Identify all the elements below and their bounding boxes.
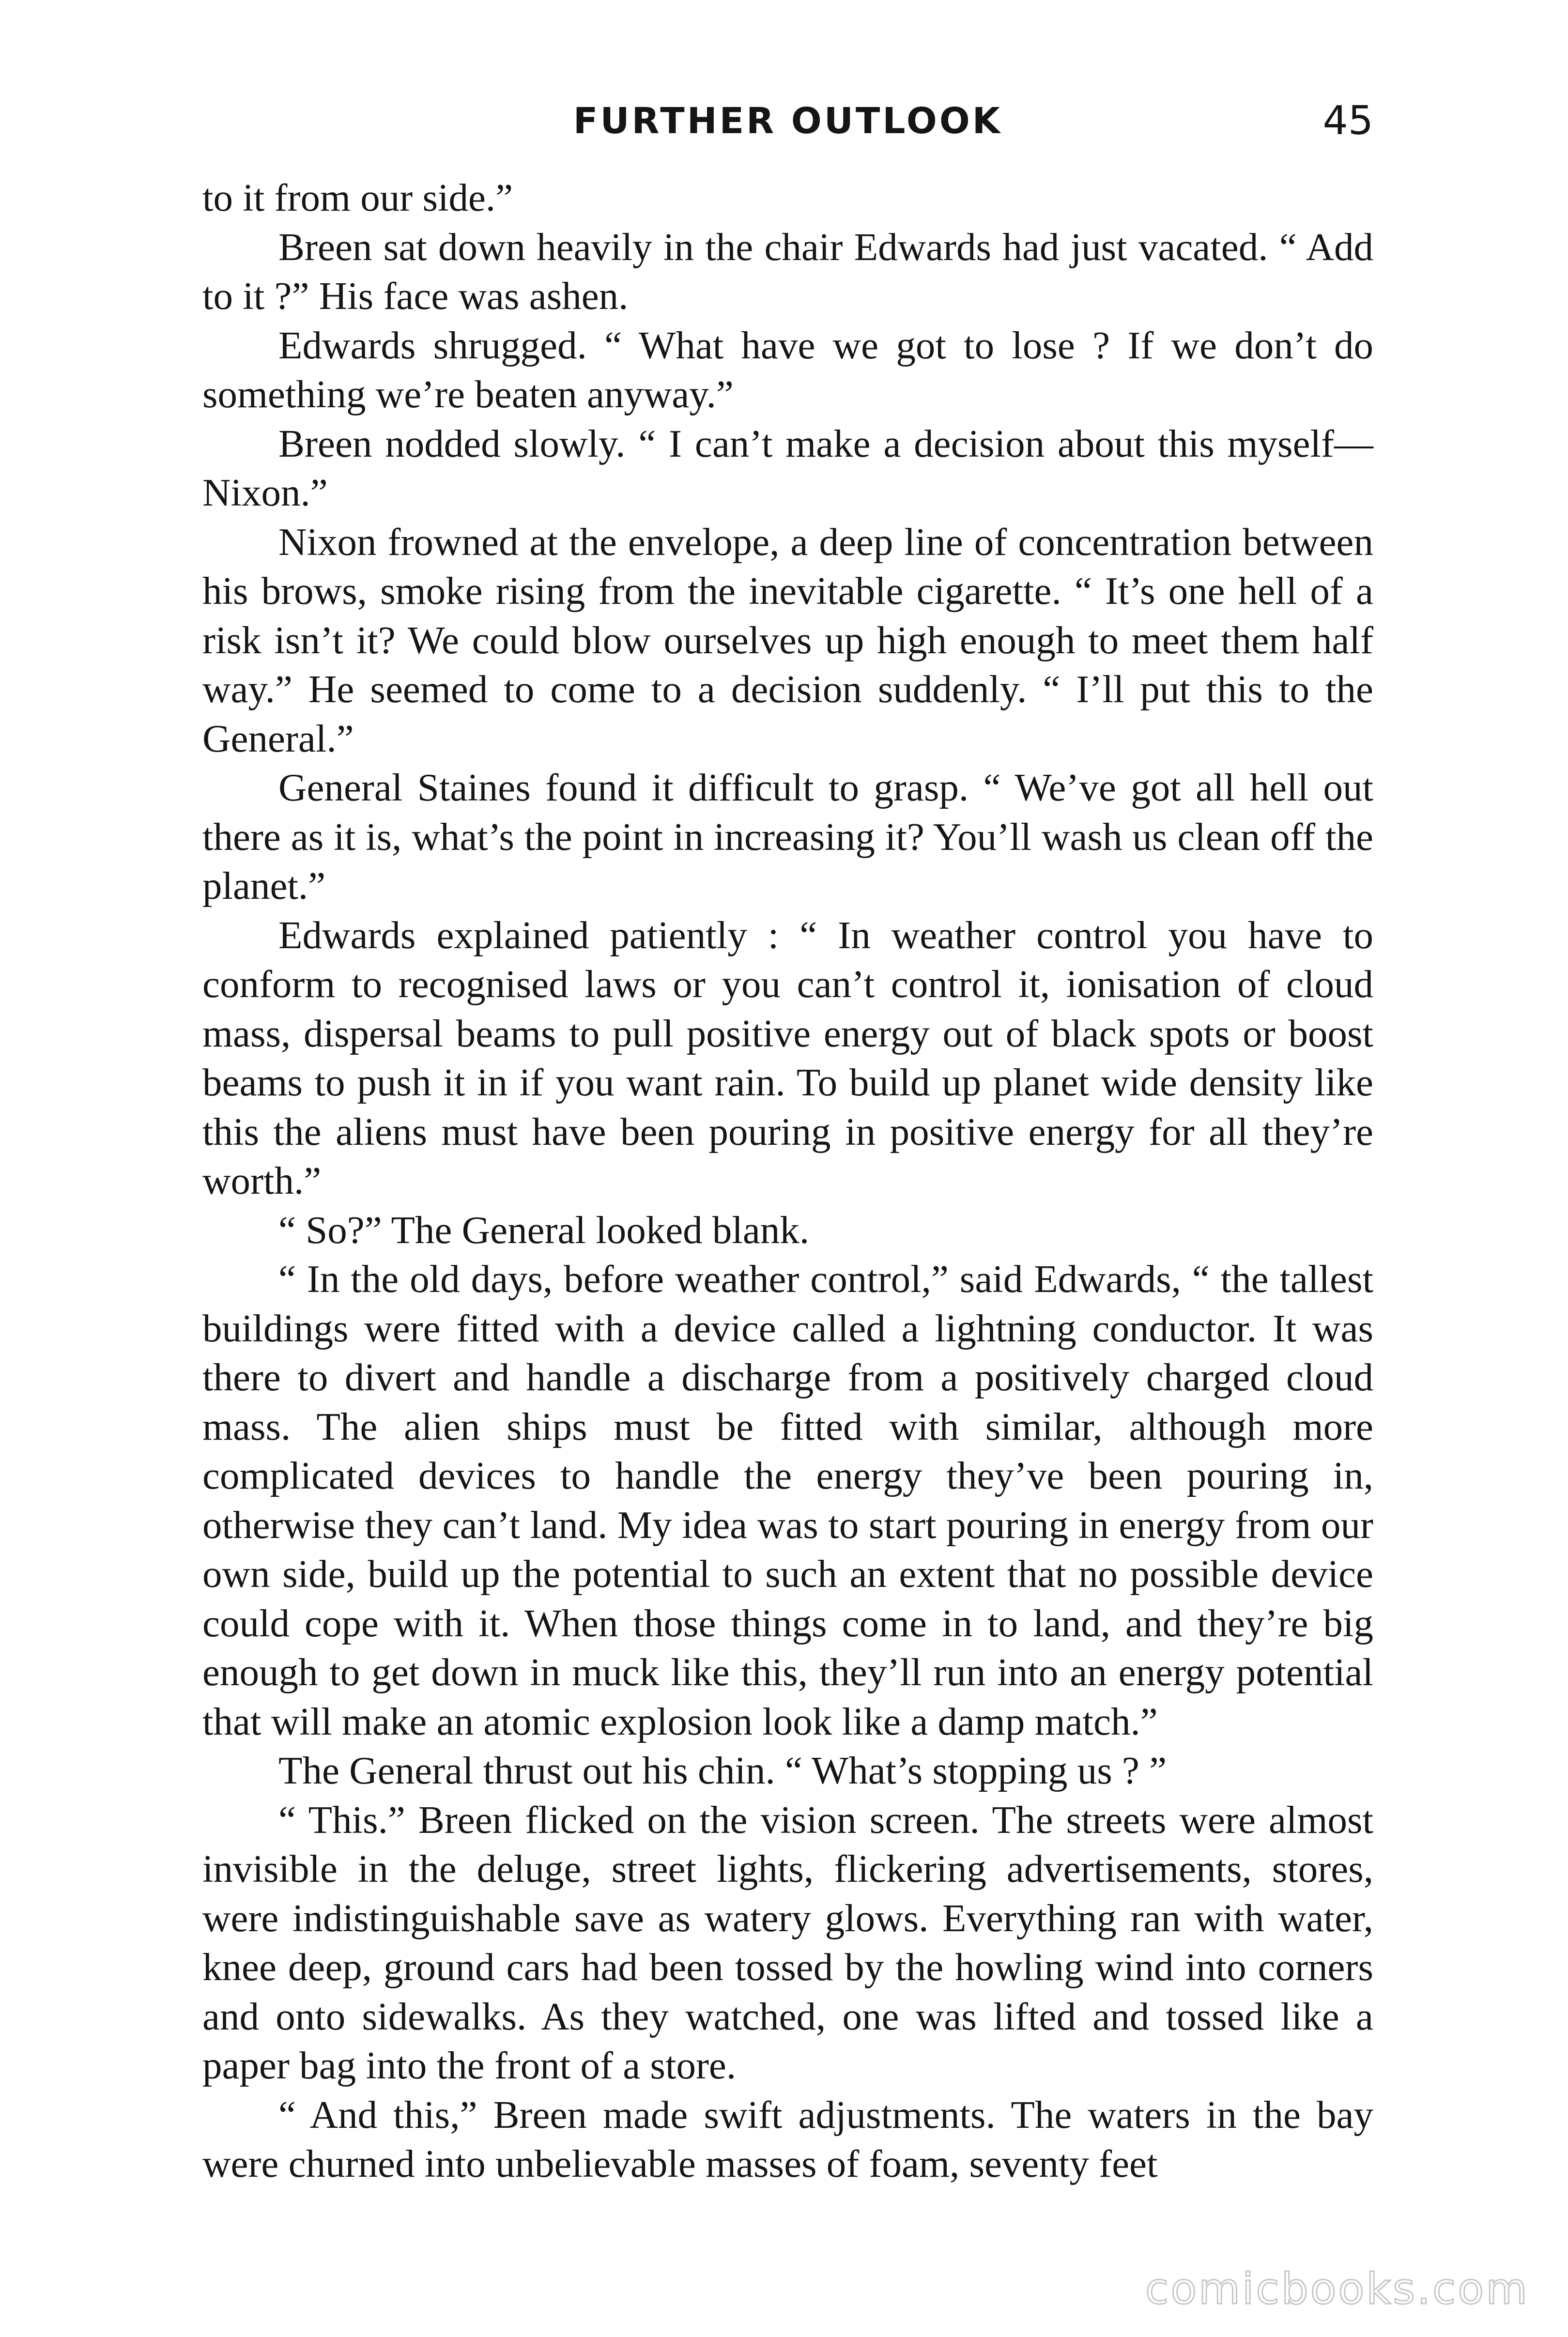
body-text bbox=[202, 173, 1373, 2189]
page-number: 45 bbox=[1322, 98, 1373, 144]
paragraph: Edwards shrugged. “ What have we got to lose ? If we don’t do something we’re beaten anyway.” bbox=[202, 323, 1373, 416]
paragraph: General Staines found it difficult to grasp. “ We’ve got all hell out there as it is, what’s the point in increasing it? You’ll wash us clean off the planet.” bbox=[202, 766, 1373, 907]
paragraph: Breen nodded slowly. “ I can’t make a decision about this myself—Nixon.” bbox=[202, 421, 1373, 514]
paragraph: to it from our side.” bbox=[202, 176, 513, 219]
running-title: FURTHER OUTLOOK bbox=[573, 100, 1003, 142]
paragraph: Edwards explained patiently : “ In weather control you have to conform to recognised laws or you can’t control it, ionisation of cloud mass, dispersal beams to pull positive energy out of black spots or boost beams to push it in if you want rain. To build up planet wide density like this the aliens must have been pouring in positive energy for all they’re worth.” bbox=[202, 913, 1373, 1202]
page-header bbox=[202, 92, 1373, 160]
watermark: comicbooks.com bbox=[1145, 2264, 1529, 2314]
paragraph: “ So?” The General looked blank. bbox=[278, 1208, 810, 1252]
paragraph: Breen sat down heavily in the chair Edwards had just vacated. “ Add to it ?” His face was ashen. bbox=[202, 225, 1373, 318]
paragraph: “ And this,” Breen made swift adjustments. The waters in the bay were churned into unbelievable masses of foam, seventy feet bbox=[202, 2092, 1373, 2185]
paragraph: Nixon frowned at the envelope, a deep line of concentration between his brows, smoke rising from the inevitable cigarette. “ It’s one hell of a risk isn’t it? We could blow ourselves up high enough to meet them half way.” He seemed to come to a decision suddenly. “ I’ll put this to the General.” bbox=[202, 520, 1373, 760]
paragraph: The General thrust out his chin. “ What’s stopping us ? ” bbox=[278, 1749, 1167, 1792]
paragraph: “ This.” Breen flicked on the vision screen. The streets were almost invisible in the deluge, street lights, flickering advertisements, stores, were indistinguishable save as watery glows. Everything ran with water, knee deep, ground cars had been tossed by the howling wind into corners and onto sidewalks. As they watched, one was lifted and tossed like a paper bag into the front of a store. bbox=[202, 1798, 1373, 2087]
paragraph: “ In the old days, before weather control,” said Edwards, “ the tallest buildings were fitted with a device called a lightning conductor. It was there to divert and handle a discharge from a positively charged cloud mass. The alien ships must be fitted with similar, although more complicated devices to handle the energy they’ve been pouring in, otherwise they can’t land. My idea was to start pouring in energy from our own side, build up the potential to such an extent that no possible device could cope with it. When those things come in to land, and they’re big enough to get down in muck like this, they’ll run into an energy potential that will make an atomic explosion look like a damp match.” bbox=[202, 1257, 1373, 1743]
